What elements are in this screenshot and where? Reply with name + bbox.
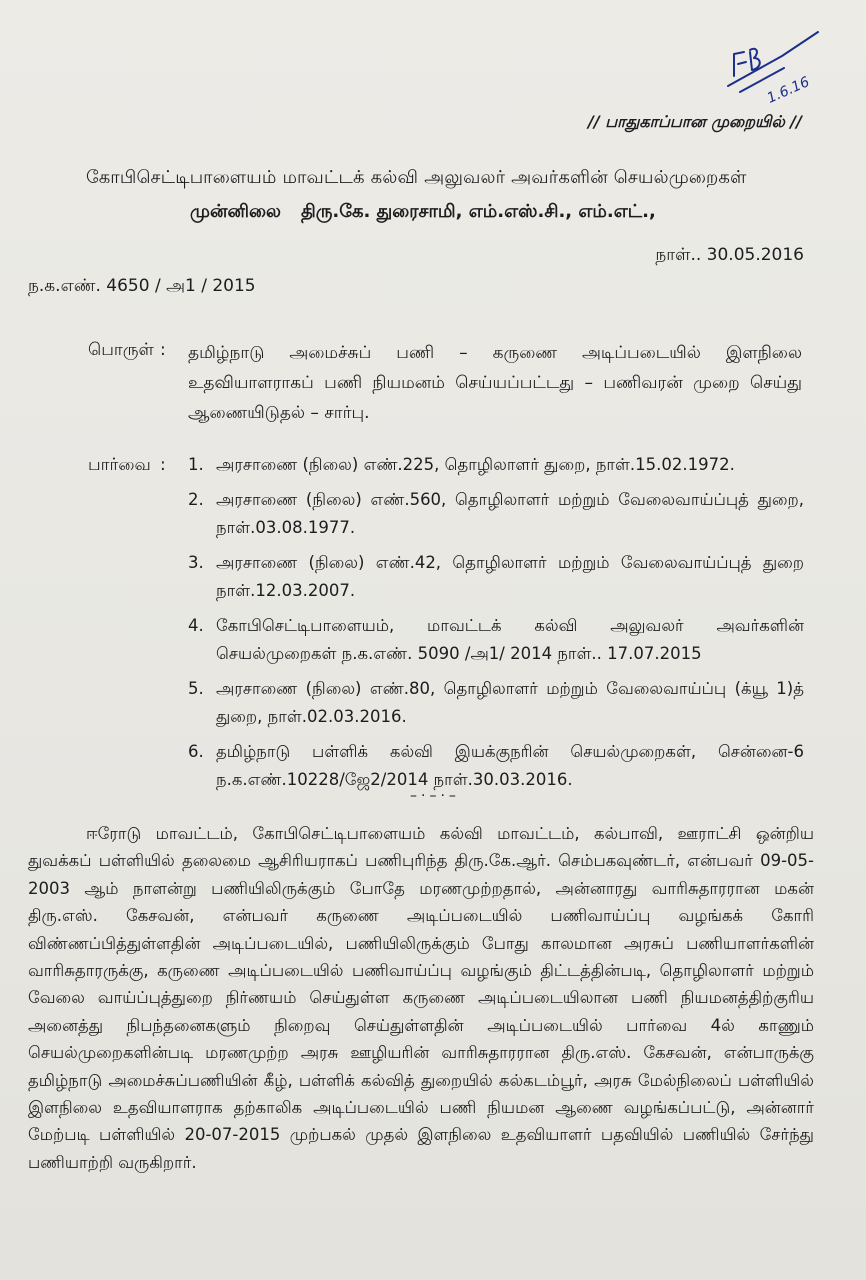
reference-number-label: 6. [188,742,204,761]
reference-number-label: 2. [188,490,204,509]
reference-number-label: 1. [188,455,204,474]
section-divider: –·–·– [410,788,460,804]
reference-text: அரசாணை (நிலை) எண்.560, தொழிலாளர் மற்றும் வேலைவாய்ப்புத் துறை, நாள்.03.08.1977. [216,490,804,537]
reference-text: தமிழ்நாடு பள்ளிக் கல்வி இயக்குநரின் செயல்முறைகள், சென்னை-6 ந.க.எண்.10228/ஜே2/2014 நாள்.30.03.2016. [216,742,804,789]
reference-number: ந.க.எண். 4650 / அ1 / 2015 [28,276,256,296]
reference-number-label: 4. [188,616,204,635]
reference-text: கோபிசெட்டிபாளையம், மாவட்டக் கல்வி அலுவலர் அவர்களின் செயல்முறைகள் ந.க.எண். 5090 /அ1/ 2014 நாள்.. 17.07.2015 [216,616,804,663]
reference-item [188,549,804,605]
reference-text: அரசாணை (நிலை) எண்.42, தொழிலாளர் மற்றும் வேலைவாய்ப்புத் துறை நாள்.12.03.2007. [216,553,804,600]
presiding-label: முன்னிலை [190,201,281,222]
presiding-officer-line [190,201,656,224]
reference-text: அரசாணை (நிலை) எண்.80, தொழிலாளர் மற்றும் வேலைவாய்ப்பு (க்யூ 1)த் துறை, நாள்.02.03.2016. [216,679,804,726]
references-list [188,451,804,801]
office-heading: கோபிசெட்டிபாளையம் மாவட்டக் கல்வி அலுவலர் அவர்களின் செயல்முறைகள் [86,167,747,188]
references-label: பார்வை [88,455,151,475]
presiding-officer-name: திரு.கே. துரைசாமி, எம்.எஸ்.சி., எம்.எட்., [300,201,656,222]
reference-number-label: 3. [188,553,204,572]
reference-number-label: 5. [188,679,204,698]
reference-item [188,486,804,542]
references-colon: : [160,455,166,475]
handwritten-initials-signature [720,28,830,108]
body-paragraph: ஈரோடு மாவட்டம், கோபிசெட்டிபாளையம் கல்வி மாவட்டம், கல்பாவி, ஊராட்சி ஒன்றிய துவக்கப் பள்ளியில் தலைமை ஆசிரியராகப் பணிபுரிந்த திரு.கே.ஆர். செம்பகவுண்டர், என்பவர் 09-05-2003 ஆம் நாளன்று பணியிலிருக்கும் போதே மரணமுற்றதால், அன்னாரது வாரிசுதாரரான மகன் திரு.எஸ். கேசவன், என்பவர் கருணை அடிப்படையில் பணிவாய்ப்பு வழங்கக் கோரி விண்ணப்பித்துள்ளதின் அடிப்படையில், பணியிலிருக்கும் போது காலமான அரசுப் பணியாளர்களின் வாரிசுதாரருக்கு, கருணை அடிப்படையில் பணிவாய்ப்பு வழங்கும் திட்டத்தின்படி, தொழிலாளர் மற்றும் வேலை வாய்ப்புத்துறை நிர்ணயம் செய்துள்ள கருணை அடிப்படையிலான பணி நியமனத்திற்குரிய அனைத்து நிபந்தனைகளும் நிறைவு செய்துள்ளதின் அடிப்படையில் பார்வை 4ல் காணும் செயல்முறைகளின்படி மரணமுற்ற அரசு ஊழியரின் வாரிசுதாரரான திரு.எஸ். கேசவன், என்பாருக்கு தமிழ்நாடு அமைச்சுப்பணியின் கீழ், பள்ளிக் கல்வித் துறையில் கல்கடம்பூர், அரசு மேல்நிலைப் பள்ளியில் இளநிலை உதவியாளராக தற்காலிக அடிப்படையில் பணி நியமன ஆணை வழங்கப்பட்டு, அன்னார் மேற்படி பள்ளியில் 20-07-2015 முற்பகல் முதல் இளநிலை உதவியாளர் பதவியில் பணியில் சேர்ந்து பணியாற்றி வருகிறார். [28,824,814,1172]
reference-text: அரசாணை (நிலை) எண்.225, தொழிலாளர் துறை, நாள்.15.02.1972. [216,455,735,474]
handwritten-date: 1.6.16 [764,74,812,107]
reference-item [188,675,804,731]
subject-colon: : [160,340,166,360]
reference-item [188,738,804,794]
subject-text: தமிழ்நாடு அமைச்சுப் பணி – கருணை அடிப்படையில் இளநிலை உதவியாளராகப் பணி நியமனம் செய்யப்பட்டது – பணிவரன் முறை செய்து ஆணையிடுதல் – சார்பு. [188,343,802,423]
reference-item [188,451,804,479]
document-date: நாள்.. 30.05.2016 [655,245,804,265]
subject-label: பொருள் [88,340,154,360]
classification-marking: // பாதுகாப்பான முறையில் // [587,112,802,131]
reference-item [188,612,804,668]
